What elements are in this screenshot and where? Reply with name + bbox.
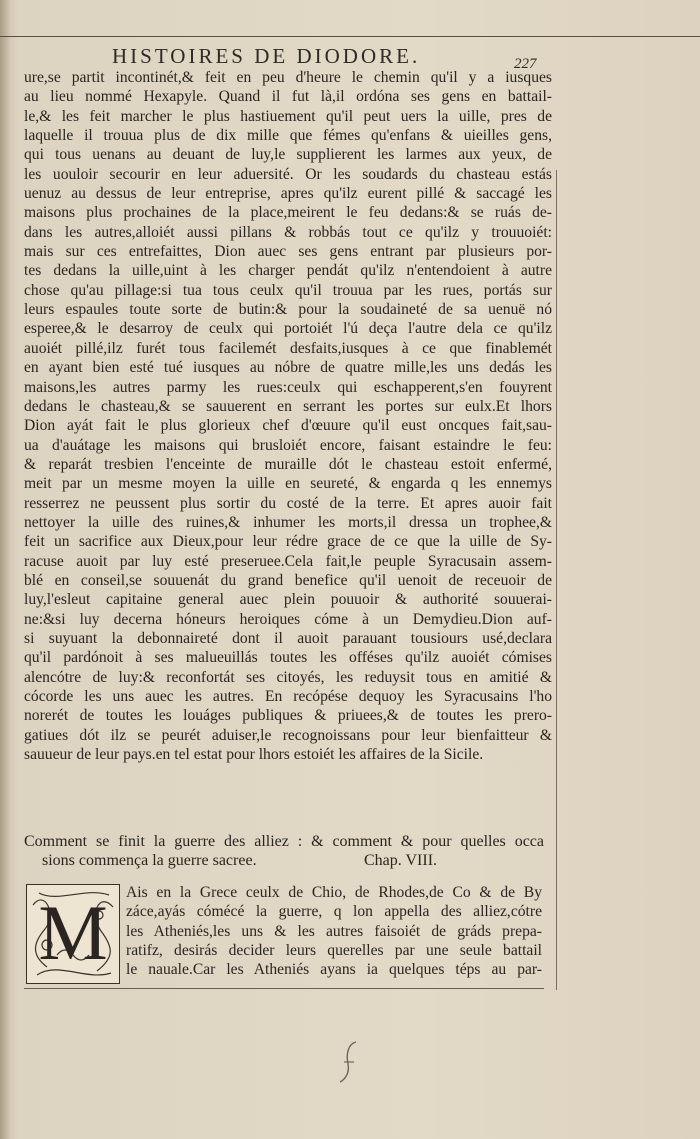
text-line: & reparát tresbien l'enceinte de muraille dót le chasteau estoit enfermé, — [24, 455, 552, 473]
text-line: le,& les feit marcher le plus hastiuement qu'il peut uers la uille, pres de — [24, 107, 552, 125]
text-line: maisons plus prochaines de la place,meirent le feu dedans:& se ruás de- — [24, 204, 552, 222]
ornamental-initial-icon — [26, 884, 120, 984]
text-line: gatiues dót ilz se peurét aduiser,le recognoissans pour leur bienfaitteur & — [24, 726, 552, 744]
text-line: nettoyer la uille des ruines,& inhumer les morts,il dressa un trophee,& — [24, 513, 552, 531]
text-line: uenuz au dessus de leur entreprise, apres qu'ilz eurent pillé & saccagé les — [24, 185, 552, 203]
text-line: alencótre de luy:& reconfortát ses citoyés, les reduysit tous en amitié & — [24, 668, 552, 686]
text-line: sauueur de leur pays.en tel estat pour lhors estoiét les affaires de la Sicile. — [24, 746, 484, 764]
header-rule — [0, 36, 700, 37]
text-line: si suyuant la debonnaireté dont il auoit parauant tousiours usé,declara — [24, 629, 552, 647]
text-line: chose qu'au pillage:si tua tous ceulx qu'il trouua par les rues, portás sur — [24, 281, 552, 299]
text-line: Ais en la Grece ceulx de Chio, de Rhodes,de Co & de By — [126, 884, 542, 901]
text-line: leurs espaules toute sorte de butin:& pour la soudaineté de sa uenuë nó — [24, 301, 552, 319]
text-line: ne:&si luy decerna hóneurs heroiques cóme à un Demydieu.Dion auf- — [24, 610, 552, 628]
body-text — [24, 68, 552, 764]
text-line: Dion ayát fait le plus glorieux chef d'œuure qu'il eust oncques fait,sau- — [24, 417, 552, 435]
text-line: qui tous uenans au deuant de luy,le supplierent les larmes aux yeux, de — [24, 146, 552, 164]
text-line: záce,ayás cómécé la guerre, q lon appella des alliez,cótre — [126, 903, 542, 921]
text-line: maisons,les autres parmy les rues:ceulx qui eschapperent,s'en fouyrent — [24, 378, 552, 396]
text-line: auoiét pillé,ilz furét tous facilemét desfaits,iusques à ce que finablemét — [24, 339, 552, 357]
text-line: norerét de toutes les louáges publiques & priuees,& de toutes les prero- — [24, 707, 552, 725]
initial-letter: M — [38, 889, 108, 976]
text-line: meit par un mesme moyen la uille en seureté, & engarda q les ennemys — [24, 475, 552, 493]
text-line: esperee,& le desarroy de ceulx qui portoiét l'ú deça l'autre dela ce qu'ilz — [24, 320, 552, 338]
text-line: qu'il pardónoit à ses malueuillás toutes les offéses qu'ilz auoiét cómises — [24, 649, 552, 667]
text-line: le nauale.Car les Atheniés ayans ia quelques téps au par- — [126, 961, 542, 979]
text-line: dedans le chasteau,& se sauuerent en serrant les portes sur eulx.Et lhors — [24, 397, 552, 415]
text-line: les uouloir secourir en leur aduersité. Or les soudards du chasteau estás — [24, 165, 552, 183]
text-line: blé en conseil,se souuenát du grand benefice qu'il uenoit de receuoir de — [24, 571, 552, 589]
running-head: HISTOIRES DE DIODORE. — [112, 44, 421, 68]
page-gutter-shadow — [0, 0, 10, 1139]
chapter-heading — [24, 832, 544, 870]
text-line: en ayant bien esté tué iusques au nóbre de quatre mille,les uns dedás les — [24, 359, 552, 377]
bottom-rule — [24, 988, 544, 989]
chapter-heading-line-1: Comment se finit la guerre des alliez : & comment & pour quelles occa — [24, 833, 544, 850]
text-line: au lieu nommé Hexapyle. Quand il fut là,il ordóna ses gens en battail- — [24, 88, 552, 106]
text-line: les Atheniés,les uns & les autres faisoiét de gráds prepa- — [126, 922, 542, 940]
chapter-text — [126, 883, 542, 979]
text-line: ua d'auátage les maisons qui brusloiét encore, faisant estaindre le feu: — [24, 436, 552, 454]
text-line: resserrez ne peussent plus sortir du costé de la terre. Et apres auoir fait — [24, 494, 552, 512]
text-line: ratifz, desirás decider leurs querelles par une seule battail — [126, 941, 542, 959]
text-line: luy,l'esleut capitaine general auec plein pouuoir & authorité souuerai- — [24, 591, 552, 609]
text-line: feit un sacrifice aux Dieux,pour leur rédre grace de ce que la uille de Sy- — [24, 533, 552, 551]
text-line: racuse auoit par luy esté preseruee.Cela fait,le peuple Syracusain assem- — [24, 552, 552, 570]
chapter-heading-line-2: sions commença la guerre sacree. — [42, 852, 257, 869]
page-number: 227 — [514, 56, 537, 72]
text-line: ure,se partit incontinét,& feit en peu d'heure le chemin qu'il y a iusques — [24, 69, 552, 86]
text-line: cócorde les uns auec les autres. En recópése dequoy les Syracusains l'ho — [24, 688, 552, 705]
text-line: mais sur ces entrefaittes, Dion auec ses gens entrant par plusieurs por- — [24, 243, 552, 261]
text-line: laquelle il trouua plus de dix mille que fémes qu'enfans & uieilles gens, — [24, 127, 552, 145]
text-line: dans les autres,alloiét aussi pillans & robbás tout ce qu'ilz y trouuoiét: — [24, 223, 552, 241]
signature-mark-icon — [338, 1040, 362, 1089]
margin-rule — [556, 170, 557, 990]
text-line: tes dedans la uille,uint à les charger pendát qu'ilz n'entendoient à autre — [24, 262, 552, 280]
chapter-number: Chap. VIII. — [364, 852, 438, 869]
